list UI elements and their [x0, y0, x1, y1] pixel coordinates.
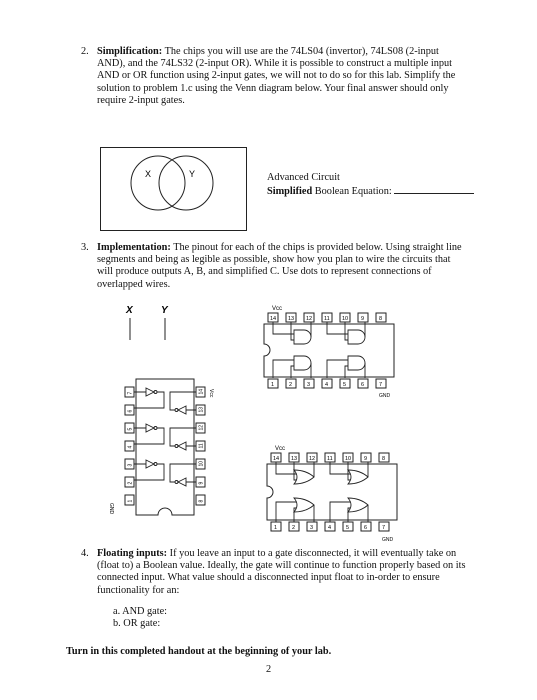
q4-sub-item-and: a. AND gate: — [113, 606, 168, 617]
chip1-vcc: Vcc — [272, 306, 283, 312]
q3-number: 3. — [81, 242, 89, 253]
q4-line-3: connected input. What value should a disconnected input float to in-order to ensure — [97, 572, 440, 584]
q3-line-3: will produce outputs A, B, and simplified C. Use dots to represent connections of — [97, 266, 432, 278]
chip1-gates — [273, 322, 365, 378]
q2-title: Simplification: — [97, 46, 163, 57]
svg-text:14: 14 — [273, 456, 280, 462]
svg-text:6: 6 — [364, 525, 368, 531]
svg-text:14: 14 — [270, 316, 277, 322]
chip2-vcc: Vcc — [208, 389, 214, 398]
chip2-right-pins — [196, 387, 205, 505]
q3-text — [97, 242, 477, 291]
q3-line-1: The pinout for each of the chips is provided below. Using straight line — [173, 242, 462, 253]
chip1-gnd: GND — [379, 393, 391, 399]
chip3-gates — [276, 462, 368, 522]
q4-title: Floating inputs: — [97, 548, 168, 559]
svg-text:10: 10 — [198, 460, 205, 467]
venn-circle-x — [131, 156, 185, 210]
chip3-vcc: Vcc — [275, 446, 286, 452]
svg-text:7: 7 — [127, 391, 134, 395]
chip3-gnd: GND — [382, 537, 394, 543]
svg-text:11: 11 — [198, 443, 205, 449]
q4-line-4: functionality for an: — [97, 584, 180, 596]
svg-text:10: 10 — [342, 316, 349, 322]
svg-text:8: 8 — [198, 499, 205, 503]
q4-text — [97, 548, 477, 597]
svg-text:12: 12 — [306, 316, 313, 322]
svg-text:11: 11 — [327, 456, 333, 462]
chip-or-pinout — [258, 440, 413, 545]
chip-and-pinout — [258, 300, 410, 400]
svg-text:8: 8 — [379, 316, 383, 322]
svg-text:12: 12 — [309, 456, 316, 462]
svg-text:9: 9 — [198, 481, 205, 485]
q3-line-4: overlapped wires. — [97, 278, 171, 290]
chip2-body — [136, 379, 194, 515]
venn-label-y: Y — [189, 169, 196, 179]
svg-text:5: 5 — [346, 525, 350, 531]
svg-text:9: 9 — [364, 456, 368, 462]
equation-label: Boolean Equation: — [314, 186, 392, 197]
q2-line-1-text: The chips you will use are the 74LS04 (invertor), 74LS08 (2-input — [164, 46, 439, 57]
chip3-bottom-pins — [271, 522, 389, 531]
q2-line-5: require 2-input gates. — [97, 94, 185, 106]
svg-text:13: 13 — [198, 406, 205, 413]
q4-sub-item-or: b. OR gate: — [113, 618, 161, 629]
q4-number: 4. — [81, 548, 89, 559]
svg-text:13: 13 — [288, 316, 295, 322]
q2-line-4: solution to problem 1.c using the Venn diagram below. Your final answer should only — [97, 82, 449, 94]
venn-diagram — [101, 148, 246, 230]
svg-text:5: 5 — [127, 427, 134, 431]
svg-text:6: 6 — [361, 382, 365, 388]
inputs-xy — [118, 300, 178, 345]
svg-text:2: 2 — [127, 481, 134, 485]
chip-inverter-pinout — [108, 375, 216, 525]
q2-line-2: AND), and the 74LS32 (2-input OR). While it is possible to construct a multiple input — [97, 58, 453, 70]
simplified-bold: Simplified — [267, 186, 313, 197]
footer-note: Turn in this completed handout at the beginning of your lab. — [66, 646, 332, 657]
page-number: 2 — [266, 664, 272, 675]
chip1-top-pins — [268, 313, 386, 322]
q4-line-2: (float to) a Boolean value. Ideally, the gate will continue to function properly based on its — [97, 560, 466, 572]
q2-line-3: AND or OR function using 2-input gates, we will not to do so for this lab. Simplify the — [97, 70, 456, 82]
chip2-gnd: GND — [108, 503, 114, 515]
equation-answer-line[interactable] — [394, 184, 474, 194]
svg-text:5: 5 — [343, 382, 347, 388]
chip3-body — [267, 464, 397, 520]
chip2-inverters — [134, 388, 196, 486]
svg-text:2: 2 — [289, 382, 293, 388]
q2-text — [97, 46, 477, 107]
q4-line-1: If you leave an input to a gate disconnected, it will eventually take on — [169, 548, 457, 559]
svg-text:1: 1 — [274, 525, 278, 531]
svg-text:3: 3 — [310, 525, 314, 531]
chip1-bottom-pins — [268, 379, 386, 388]
svg-text:4: 4 — [325, 382, 329, 388]
chip1-body — [264, 324, 394, 377]
q2-number: 2. — [81, 46, 89, 57]
svg-text:12: 12 — [198, 424, 205, 431]
q3-line-2: segments and being as legible as possible, show how you plan to wire the circuits that — [97, 254, 451, 266]
svg-text:8: 8 — [382, 456, 386, 462]
input-x-label: X — [126, 305, 133, 316]
svg-text:11: 11 — [324, 316, 330, 322]
svg-text:9: 9 — [361, 316, 365, 322]
input-y-label: Y — [161, 305, 168, 316]
svg-text:10: 10 — [345, 456, 352, 462]
svg-text:6: 6 — [127, 409, 134, 413]
svg-text:3: 3 — [127, 463, 134, 467]
svg-text:2: 2 — [292, 525, 296, 531]
svg-text:1: 1 — [127, 499, 134, 503]
svg-text:7: 7 — [382, 525, 386, 531]
simplified-equation-row — [267, 184, 474, 198]
svg-text:3: 3 — [307, 382, 311, 388]
svg-text:7: 7 — [379, 382, 383, 388]
svg-text:1: 1 — [271, 382, 275, 388]
svg-text:13: 13 — [291, 456, 298, 462]
advanced-circuit-label: Advanced Circuit — [267, 172, 340, 183]
svg-text:4: 4 — [127, 445, 134, 449]
venn-circle-y — [159, 156, 213, 210]
svg-text:14: 14 — [198, 388, 205, 395]
q3-title: Implementation: — [97, 242, 171, 253]
venn-diagram-box — [100, 147, 247, 231]
q2-line-1 — [97, 46, 477, 58]
svg-text:4: 4 — [328, 525, 332, 531]
venn-label-x: X — [145, 169, 152, 179]
chip2-left-pins — [125, 387, 134, 505]
chip3-top-pins — [271, 453, 389, 462]
